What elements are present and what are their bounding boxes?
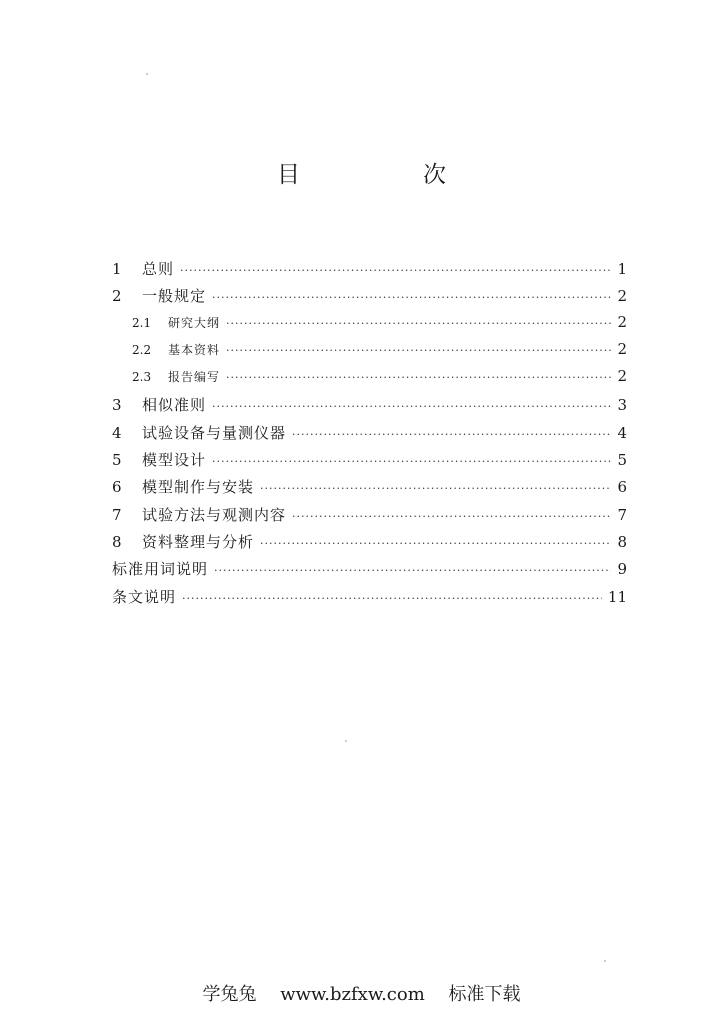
toc-entry-label: 条文说明	[112, 587, 177, 606]
toc-entry-7[interactable]	[112, 504, 627, 531]
toc-entry-number: 7	[112, 505, 122, 524]
scan-speck	[345, 740, 347, 742]
toc-leader-dots	[292, 428, 611, 441]
toc-entry-label: 模型制作与安装	[142, 478, 255, 497]
toc-entry-standard-terms[interactable]	[112, 558, 627, 585]
toc-entry-label: 模型设计	[142, 451, 207, 470]
toc-entry-label: 一般规定	[142, 287, 207, 306]
toc-leader-dots	[212, 455, 611, 468]
toc-entry-number: 2.2	[132, 342, 152, 357]
toc-entry-2-3[interactable]	[112, 367, 627, 394]
page-title: 目 次	[277, 162, 496, 188]
toc-entry-label: 报告编写	[168, 370, 221, 385]
toc-entry-label: 标准用词说明	[112, 560, 209, 579]
toc-entry-2-1[interactable]	[112, 313, 627, 340]
toc-entry-page: 2	[617, 339, 627, 358]
toc-entry-label: 资料整理与分析	[142, 532, 255, 551]
toc-entry-8[interactable]	[112, 531, 627, 558]
toc-leader-dots	[214, 564, 611, 577]
toc-entry-number: 8	[112, 532, 122, 551]
toc-entry-page: 2	[617, 312, 627, 331]
scan-speck	[604, 960, 606, 962]
table-of-contents	[112, 258, 627, 613]
toc-entry-label: 总则	[142, 260, 175, 278]
toc-entry-page: 6	[617, 478, 627, 497]
toc-entry-label: 试验方法与观测内容	[142, 505, 287, 524]
toc-leader-dots	[212, 291, 611, 304]
toc-leader-dots	[292, 510, 611, 523]
toc-entry-5[interactable]	[112, 449, 627, 476]
toc-leader-dots	[182, 592, 602, 605]
toc-entry-3[interactable]	[112, 394, 627, 421]
toc-entry-page: 2	[617, 367, 627, 386]
toc-entry-page: 2	[617, 287, 627, 306]
toc-leader-dots	[226, 371, 611, 384]
toc-entry-number: 4	[112, 423, 122, 442]
toc-entry-label: 基本资料	[168, 342, 221, 357]
toc-entry-1[interactable]	[112, 258, 627, 285]
toc-entry-number: 6	[112, 478, 122, 497]
scan-speck	[146, 73, 148, 75]
toc-entry-page: 9	[617, 560, 627, 579]
toc-leader-dots	[226, 344, 611, 357]
toc-entry-clause-explanation[interactable]	[112, 586, 627, 613]
toc-entry-page: 7	[617, 505, 627, 524]
toc-entry-number: 5	[112, 451, 122, 470]
toc-entry-label: 相似准则	[142, 396, 207, 415]
toc-leader-dots	[260, 537, 611, 550]
footer-watermark: 学兔兔 www.bzfxw.com 标准下载	[202, 984, 521, 1005]
toc-entry-6[interactable]	[112, 476, 627, 503]
toc-entry-2-2[interactable]	[112, 340, 627, 367]
toc-entry-page: 3	[617, 396, 627, 415]
toc-entry-page: 8	[617, 532, 627, 551]
toc-entry-page: 5	[617, 451, 627, 470]
toc-entry-number: 2.3	[132, 370, 152, 385]
toc-leader-dots	[226, 317, 611, 330]
toc-entry-page: 11	[607, 587, 627, 606]
toc-leader-dots	[212, 400, 611, 413]
toc-entry-2[interactable]	[112, 285, 627, 312]
toc-entry-number: 3	[112, 396, 122, 415]
toc-leader-dots	[180, 264, 611, 277]
toc-entry-label: 试验设备与量测仪器	[142, 423, 287, 442]
toc-entry-page: 4	[617, 423, 627, 442]
toc-entry-page: 1	[617, 260, 627, 278]
toc-entry-number: 2.1	[132, 315, 152, 330]
toc-leader-dots	[260, 482, 611, 495]
toc-entry-number: 1	[112, 260, 122, 278]
toc-entry-4[interactable]	[112, 422, 627, 449]
toc-entry-number: 2	[112, 287, 122, 306]
toc-entry-label: 研究大纲	[168, 315, 221, 330]
